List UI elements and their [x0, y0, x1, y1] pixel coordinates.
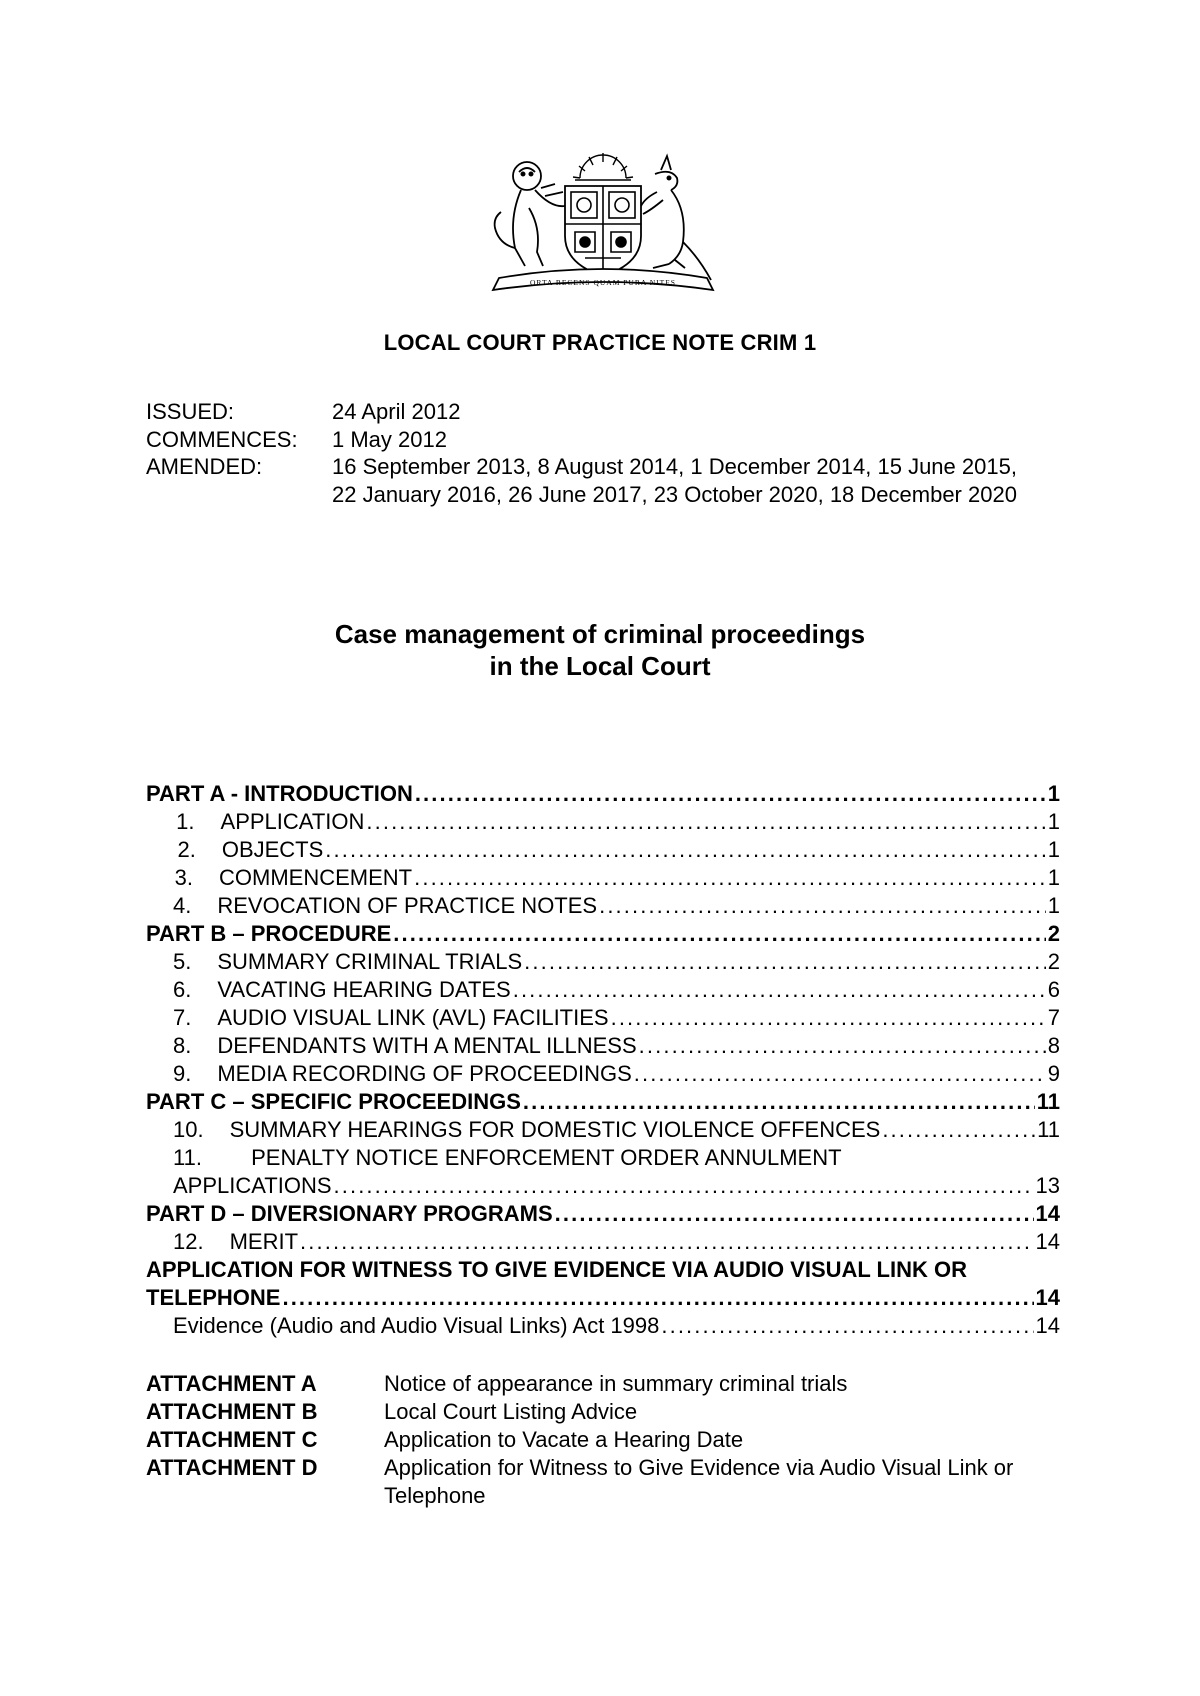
toc-entry[interactable]: [146, 1004, 1060, 1032]
toc-entry[interactable]: [146, 864, 1060, 892]
attachments-list: [146, 1370, 1060, 1510]
toc-entry-continuation[interactable]: [146, 1172, 1060, 1200]
toc-page: 14: [1035, 1313, 1060, 1338]
heading-line-1: Case management of criminal proceedings: [334, 619, 866, 649]
toc-number: 6.: [173, 977, 192, 1002]
toc-page: 2: [1047, 949, 1060, 974]
toc-page: 8: [1047, 1033, 1060, 1058]
toc-entry-part-a[interactable]: [146, 780, 1060, 808]
meta-label: AMENDED:: [146, 454, 263, 479]
toc-page: 14: [1035, 1229, 1060, 1254]
toc-number: 10.: [173, 1117, 204, 1142]
toc-entry[interactable]: [146, 892, 1060, 920]
toc-number: 12.: [173, 1229, 204, 1254]
toc-text: VACATING HEARING DATES: [217, 977, 511, 1002]
meta-issued: [146, 398, 1046, 426]
toc-number: 2.: [177, 837, 196, 862]
attachment-row[interactable]: [146, 1398, 1060, 1426]
toc-page: 13: [1035, 1173, 1060, 1198]
document-title: LOCAL COURT PRACTICE NOTE CRIM 1: [383, 330, 817, 355]
toc-text: APPLICATION FOR WITNESS TO GIVE EVIDENCE VIA AUDIO VISUAL LINK OR: [146, 1257, 967, 1282]
toc-page: 1: [1047, 781, 1060, 806]
toc-page: 6: [1047, 977, 1060, 1002]
toc-text: Evidence (Audio and Audio Visual Links) Act 1998: [173, 1313, 660, 1338]
meta-label: ISSUED:: [146, 399, 235, 424]
toc-text: REVOCATION OF PRACTICE NOTES: [217, 893, 598, 918]
attachment-label: ATTACHMENT B: [146, 1399, 318, 1424]
toc-text: SUMMARY CRIMINAL TRIALS: [217, 949, 523, 974]
document-heading: [0, 618, 1200, 682]
toc-entry-part-d[interactable]: [146, 1200, 1060, 1228]
attachment-row[interactable]: [146, 1370, 1060, 1398]
toc-text: MERIT: [229, 1229, 299, 1254]
toc-number: 9.: [173, 1061, 192, 1086]
toc-entry[interactable]: [146, 1032, 1060, 1060]
attachment-label: ATTACHMENT D: [146, 1455, 318, 1480]
meta-value: 24 April 2012: [332, 399, 461, 424]
attachment-label: ATTACHMENT C: [146, 1427, 318, 1452]
attachment-label: ATTACHMENT A: [146, 1371, 317, 1396]
toc-text: DEFENDANTS WITH A MENTAL ILLNESS: [217, 1033, 637, 1058]
toc-text: COMMENCEMENT: [219, 865, 413, 890]
attachment-row[interactable]: [146, 1454, 1060, 1510]
toc-number: 11.: [173, 1145, 202, 1170]
toc-entry[interactable]: [146, 1116, 1060, 1144]
meta-value: 1 May 2012: [332, 426, 447, 452]
toc-text: APPLICATIONS: [173, 1173, 332, 1198]
toc-entry[interactable]: [146, 1060, 1060, 1088]
toc-text: MEDIA RECORDING OF PROCEEDINGS: [217, 1061, 632, 1086]
toc-entry[interactable]: [146, 1228, 1060, 1256]
toc-text: PART C – SPECIFIC PROCEEDINGS: [146, 1089, 521, 1114]
toc-page: 9: [1047, 1061, 1060, 1086]
toc-text: PART D – DIVERSIONARY PROGRAMS: [146, 1201, 553, 1226]
toc-entry-part-c[interactable]: [146, 1088, 1060, 1116]
document-meta: [146, 398, 1046, 508]
toc-page: 11: [1037, 1117, 1060, 1142]
toc-text: SUMMARY HEARINGS FOR DOMESTIC VIOLENCE OFFENCES: [229, 1117, 881, 1142]
toc-text: PART A - INTRODUCTION: [146, 781, 413, 806]
meta-commences: [146, 426, 1046, 454]
toc-entry[interactable]: [146, 1312, 1060, 1340]
toc-page: 14: [1035, 1201, 1060, 1226]
toc-text: OBJECTS: [221, 837, 324, 862]
toc-page: 1: [1047, 893, 1060, 918]
heading-line-2: in the Local Court: [489, 651, 711, 681]
toc-page: 2: [1047, 921, 1060, 946]
toc-entry-part-b[interactable]: [146, 920, 1060, 948]
attachment-description: Local Court Listing Advice: [384, 1399, 638, 1424]
motto-text: ORTA RECENS QUAM PURA NITES: [530, 278, 676, 287]
toc-text: TELEPHONE: [146, 1285, 281, 1310]
toc-page: 1: [1047, 809, 1060, 834]
toc-number: 8.: [173, 1033, 192, 1058]
meta-value: 16 September 2013, 8 August 2014, 1 December 2014, 15 June 2015, 22 January 2016, 26 June 2017, 23 October 2020, 18 December 2020: [332, 454, 1017, 507]
toc-number: 1.: [176, 809, 195, 834]
toc-entry[interactable]: [146, 948, 1060, 976]
toc-entry-application[interactable]: [146, 1256, 1060, 1284]
toc-text: AUDIO VISUAL LINK (AVL) FACILITIES: [217, 1005, 609, 1030]
attachment-description: Application for Witness to Give Evidence via Audio Visual Link or Telephone: [384, 1455, 1014, 1508]
toc-page: 14: [1035, 1285, 1060, 1310]
toc-entry[interactable]: [146, 836, 1060, 864]
coat-of-arms-icon: [485, 148, 721, 298]
toc-page: 1: [1047, 865, 1060, 890]
toc-page: 1: [1047, 837, 1060, 862]
toc-entry[interactable]: [146, 808, 1060, 836]
toc-number: 4.: [173, 893, 192, 918]
attachment-description: Notice of appearance in summary criminal trials: [384, 1371, 848, 1396]
attachment-row[interactable]: [146, 1426, 1060, 1454]
toc-page: 7: [1047, 1005, 1060, 1030]
toc-text: PENALTY NOTICE ENFORCEMENT ORDER ANNULMENT: [251, 1145, 842, 1170]
toc-entry-continuation[interactable]: [146, 1284, 1060, 1312]
toc-text: PART B – PROCEDURE: [146, 921, 392, 946]
table-of-contents: [146, 780, 1060, 1340]
toc-text: APPLICATION: [220, 809, 365, 834]
toc-page: 11: [1036, 1089, 1060, 1114]
meta-label: COMMENCES:: [146, 426, 298, 452]
toc-number: 5.: [173, 949, 192, 974]
meta-amended: [146, 453, 1046, 508]
toc-entry[interactable]: [146, 1144, 1060, 1172]
toc-number: 3.: [174, 865, 194, 890]
toc-number: 7.: [173, 1005, 192, 1030]
attachment-description: Application to Vacate a Hearing Date: [384, 1427, 744, 1452]
toc-entry[interactable]: [146, 976, 1060, 1004]
